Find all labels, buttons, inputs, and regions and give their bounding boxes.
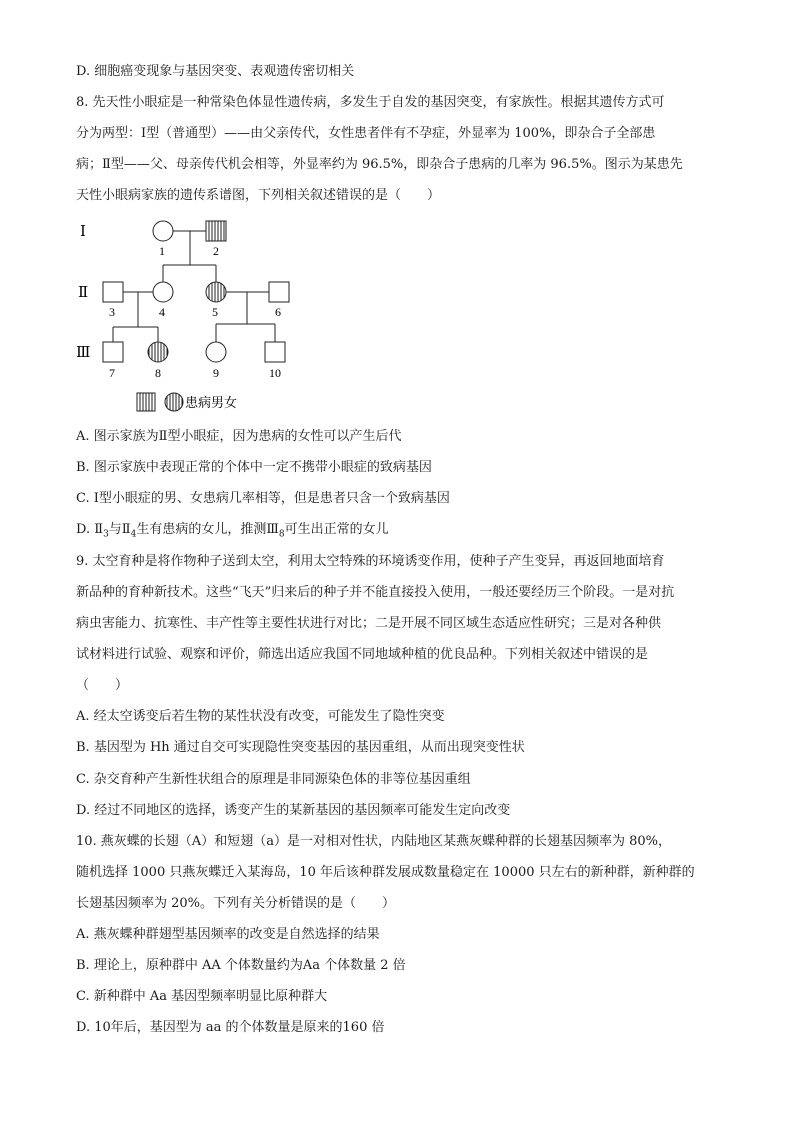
individual-iii8 <box>148 342 168 362</box>
individual-i1 <box>153 221 173 241</box>
label-6: 6 <box>275 305 281 319</box>
q10-option-b[interactable]: B. 理论上，原种群中 AA 个体数量约为Aa 个体数量 2 倍 <box>76 958 406 973</box>
q9-answer-bracket: （ ） <box>76 678 129 693</box>
pedigree-chart <box>76 210 306 420</box>
q9-stem-line-4: 试材料进行试验、观察和评价，筛选出适应我国不同地域种植的优良品种。下列相关叙述中错误的是 <box>76 647 649 662</box>
legend-label: 患病男女 <box>185 396 238 411</box>
individual-i2 <box>206 221 226 241</box>
q8-option-b[interactable]: B. 图示家族中表现正常的个体中一定不携带小眼症的致病基因 <box>76 460 432 475</box>
q10-option-c[interactable]: C. 新种群中 Aa 基因型频率明显比原种群大 <box>76 989 328 1004</box>
individual-ii3 <box>103 282 123 302</box>
q10-option-a[interactable]: A. 燕灰蝶种群翅型基因频率的改变是自然选择的结果 <box>76 927 380 942</box>
q8-stem-line-4: 天性小眼病家族的遗传系谱图，下列相关叙述错误的是（ ） <box>76 188 441 203</box>
individual-iii9 <box>206 342 226 362</box>
q9-stem-line-2: 新品种的育种新技术。这些“飞天”归来后的种子并不能直接投入使用，一般还要经历三个阶段。一是对抗 <box>76 585 675 600</box>
label-7: 7 <box>109 366 115 380</box>
q9-stem-line-1: 9. 太空育种是将作物种子送到太空，利用太空特殊的环境诱变作用，使种子产生变异，再返回地面培育 <box>76 554 665 569</box>
label-3: 3 <box>109 305 115 319</box>
q10-stem-line-2: 随机选择 1000 只燕灰蝶迁入某海岛，10 年后该种群发展成数量稳定在 10000 只左右的新种群，新种群的 <box>76 865 695 880</box>
q9-option-c[interactable]: C. 杂交育种产生新性状组合的原理是非同源染色体的非等位基因重组 <box>76 772 471 787</box>
generation-label-iii: Ⅲ <box>76 345 91 361</box>
q9-stem-line-3: 病虫害能力、抗寒性、丰产性等主要性状进行对比；二是开展不同区域生态适应性研究；三是对各种供 <box>76 616 662 631</box>
q9-option-b[interactable]: B. 基因型为 Hh 通过自交可实现隐性突变基因的基因重组，从而出现突变性状 <box>76 740 525 755</box>
individual-ii6 <box>269 282 289 302</box>
q8-option-d[interactable]: D. $Ⅱ_3$与$Ⅱ_4$生有患病的女儿，推测$Ⅲ_8$可生出正常的女儿 <box>76 522 389 540</box>
label-5: 5 <box>212 305 218 319</box>
label-10: 10 <box>269 366 281 380</box>
label-1: 1 <box>159 244 165 258</box>
label-9: 9 <box>213 366 219 380</box>
label-8: 8 <box>155 366 161 380</box>
q10-stem-line-3: 长翅基因频率为 20%。下列有关分析错误的是（ ） <box>76 896 396 911</box>
label-2: 2 <box>213 244 219 258</box>
legend-male-affected-icon <box>137 393 155 411</box>
individual-ii4 <box>153 282 173 302</box>
individual-iii10 <box>265 342 285 362</box>
q10-stem-line-1: 10. 燕灰蝶的长翅（A）和短翅（a）是一对相对性状，内陆地区某燕灰蝶种群的长翅基因频率为 80%， <box>76 834 671 849</box>
label-4: 4 <box>159 305 165 319</box>
individual-ii5 <box>206 282 226 302</box>
q8-stem-line-2: 分为两型：Ⅰ型（普通型）——由父亲传代，女性患者伴有不孕症，外显率为 100%，即杂合子全部患 <box>76 126 656 141</box>
generation-label-i: Ⅰ <box>80 224 86 240</box>
q9-option-a[interactable]: A. 经太空诱变后若生物的某性状没有改变，可能发生了隐性突变 <box>76 709 445 724</box>
q8-option-c[interactable]: C. Ⅰ型小眼症的男、女患病几率相等，但是患者只含一个致病基因 <box>76 491 450 506</box>
q9-option-d[interactable]: D. 经过不同地区的选择，诱变产生的某新基因的基因频率可能发生定向改变 <box>76 803 511 818</box>
q7-option-d: D. 细胞癌变现象与基因突变、表观遗传密切相关 <box>76 64 355 79</box>
legend-female-affected-icon <box>165 393 183 411</box>
q10-option-d[interactable]: D. 10年后，基因型为 aa 的个体数量是原来的160 倍 <box>76 1020 385 1035</box>
q8-stem-line-1: 8. 先天性小眼症是一种常染色体显性遗传病，多发生于自发的基因突变，有家族性。根据其遗传方式可 <box>76 95 665 110</box>
q8-stem-line-3: 病；Ⅱ型——父、母亲传代机会相等，外显率约为 96.5%，即杂合子患病的几率为 96.5%。图示为某患先 <box>76 157 683 172</box>
generation-label-ii: Ⅱ <box>78 285 89 301</box>
q8-option-a[interactable]: A. 图示家族为Ⅱ型小眼症，因为患病的女性可以产生后代 <box>76 429 402 444</box>
individual-iii7 <box>103 342 123 362</box>
